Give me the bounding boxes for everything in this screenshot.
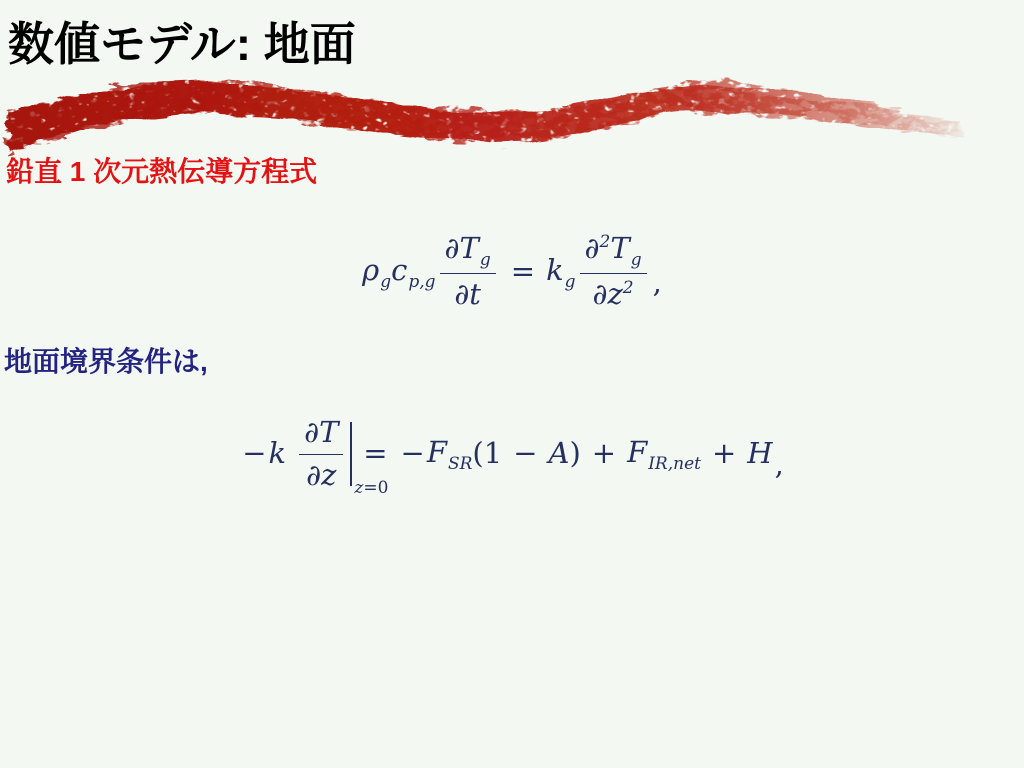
math-vi: H xyxy=(747,436,773,471)
math-op: − xyxy=(242,436,267,471)
math-pt: =0 xyxy=(363,478,389,499)
math-pt: ) xyxy=(569,436,581,471)
math-vi: $\partial T_g$ xyxy=(444,231,491,271)
math-vi: ∂T xyxy=(304,415,339,450)
math-bar xyxy=(350,422,389,499)
math-rel: − xyxy=(513,436,538,471)
math-denominator xyxy=(588,274,639,311)
math-vi: $F_{IR,net}$ xyxy=(627,434,701,474)
math-pt: , xyxy=(774,447,784,482)
math-frac xyxy=(440,232,496,311)
math-vi: $\rho_g$ xyxy=(362,252,392,292)
math-vi: $\partial z^2$ xyxy=(592,277,634,312)
equation-heat-conduction xyxy=(0,231,1024,312)
math-vi: ∂$^2$ xyxy=(584,231,611,266)
math-rel: + xyxy=(711,436,737,471)
equation-surface-boundary xyxy=(0,415,1024,499)
math-vi: $k_g$ xyxy=(546,252,576,292)
math-op: − xyxy=(400,436,425,471)
math-denominator xyxy=(449,274,486,311)
math-vi: k xyxy=(268,436,287,471)
math-rel: + xyxy=(591,436,617,471)
math-vi: $c_{p,g}$ xyxy=(391,252,436,292)
math-numerator xyxy=(580,232,647,274)
math-vi: $T_g$ xyxy=(610,231,642,271)
math-vi: A xyxy=(548,436,570,471)
math-vi: $F_{SR}$ xyxy=(426,434,473,474)
math-pt: , xyxy=(652,265,662,300)
math-numerator xyxy=(440,232,496,274)
section-heading-heat-equation: 鉛直 1 次元熱伝導方程式 xyxy=(6,156,318,187)
math-eval-subscript xyxy=(354,479,388,499)
math-denominator xyxy=(301,455,341,492)
math-vi: ∂z xyxy=(306,457,337,492)
section-heading-boundary-condition: 地面境界条件は, xyxy=(4,346,208,377)
math-frac xyxy=(299,416,343,492)
math-frac xyxy=(580,232,647,311)
math-numerator xyxy=(299,416,343,454)
math-vi: ∂t xyxy=(454,277,481,312)
page-title: 数値モデル: 地面 xyxy=(8,18,356,70)
math-rel: = xyxy=(510,254,536,289)
math-pt: (1 xyxy=(472,436,503,471)
math-rel: = xyxy=(363,436,388,471)
math-vi: z xyxy=(354,478,364,499)
